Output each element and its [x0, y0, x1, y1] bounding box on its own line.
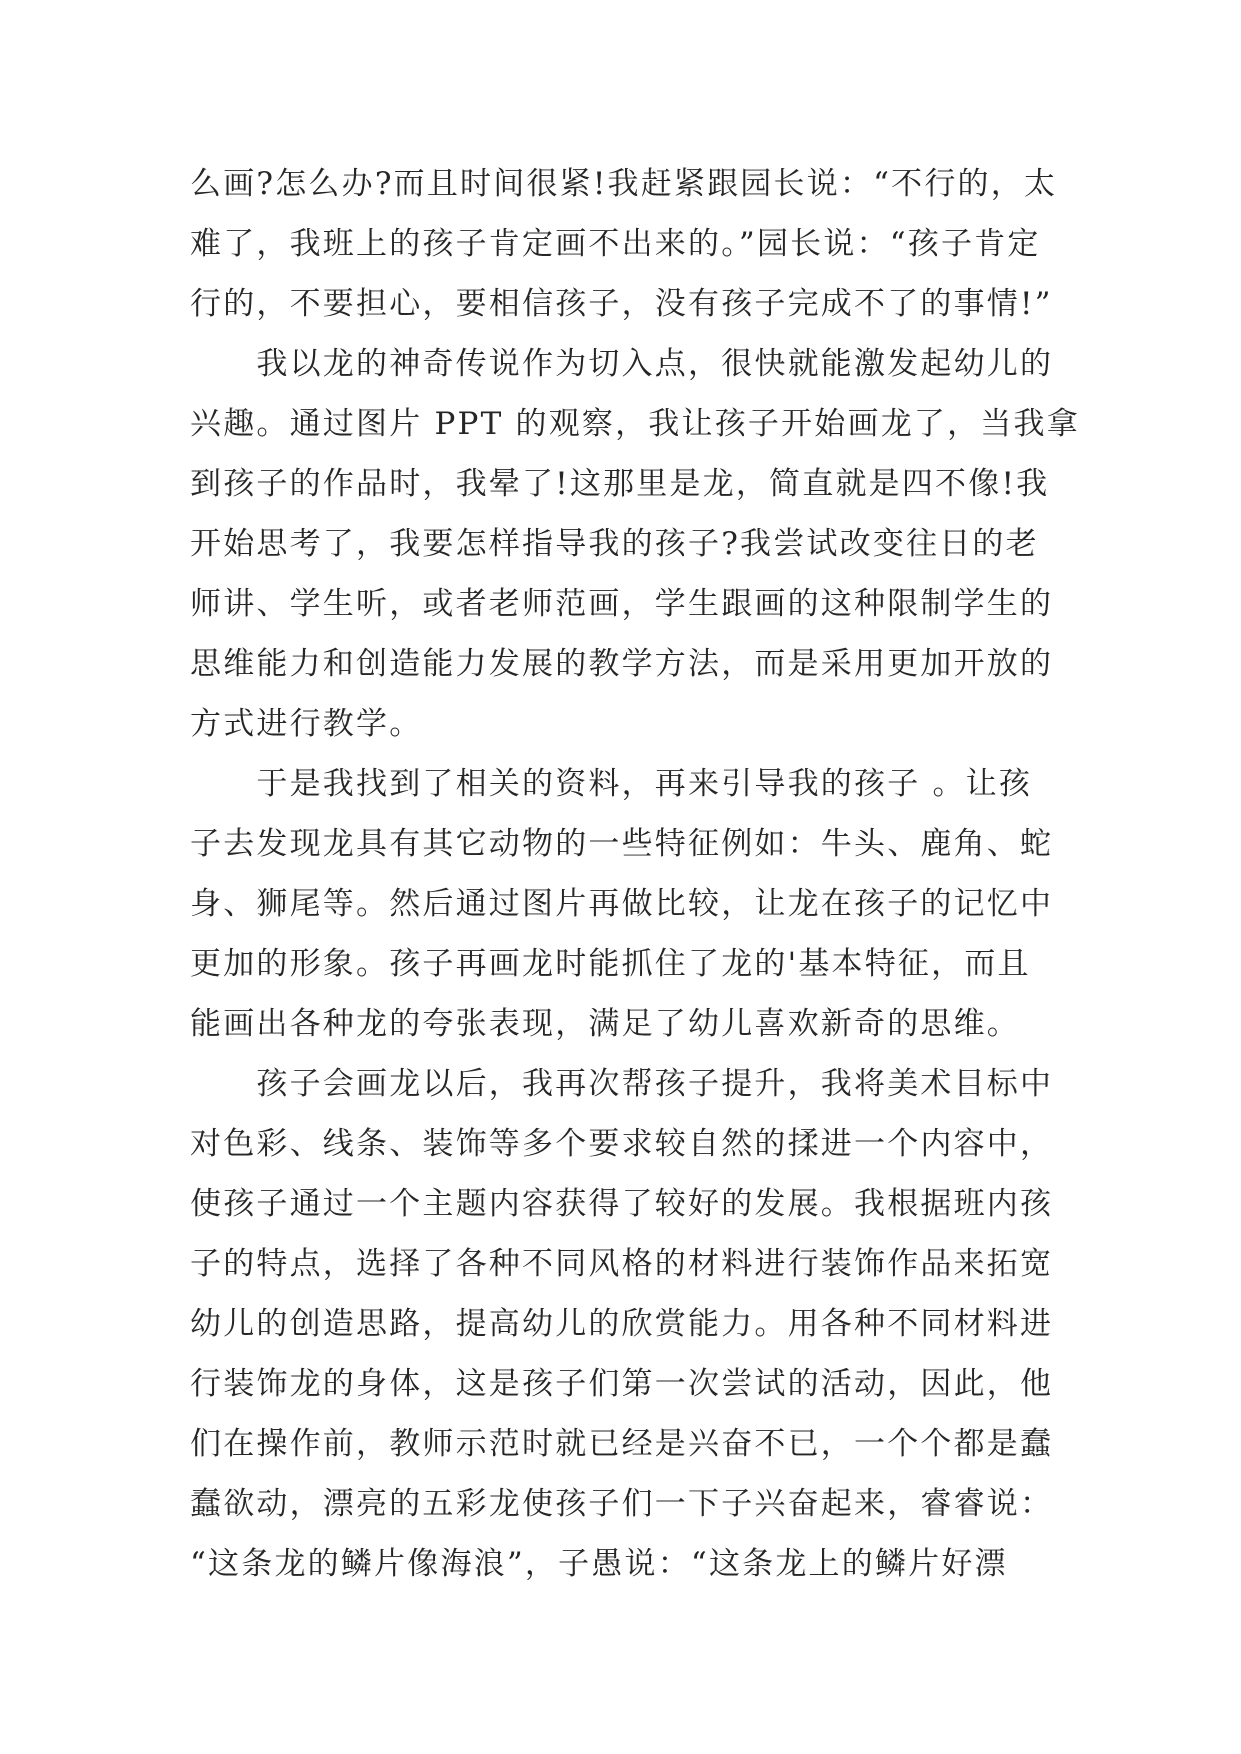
text-line: 开始思考了，我要怎样指导我的孩子?我尝试改变往日的老: [190, 526, 1039, 562]
text-line: 兴趣。通过图片 PPT 的观察，我让孩子开始画龙了，当我拿: [190, 406, 1080, 442]
text-line: 于是我找到了相关的资料，再来引导我的孩子 。让孩: [190, 766, 1033, 802]
text-line: 幼儿的创造思路，提高幼儿的欣赏能力。用各种不同材料进: [190, 1306, 1054, 1342]
text-line: 行装饰龙的身体，这是孩子们第一次尝试的活动，因此，他: [190, 1366, 1054, 1402]
text-line: 们在操作前，教师示范时就已经是兴奋不已，一个个都是蠢: [190, 1426, 1054, 1462]
text-line: 难了，我班上的孩子肯定画不出来的。”园长说：“孩子肯定: [190, 226, 1041, 262]
text-line: 对色彩、线条、装饰等多个要求较自然的揉进一个内容中，: [190, 1126, 1054, 1162]
text-line: 使孩子通过一个主题内容获得了较好的发展。我根据班内孩: [190, 1186, 1054, 1222]
text-line: 行的，不要担心，要相信孩子，没有孩子完成不了的事情!”: [190, 286, 1053, 322]
text-line: 方式进行教学。: [190, 706, 423, 742]
body-text: [190, 154, 1080, 1594]
text-line: 孩子会画龙以后，我再次帮孩子提升，我将美术目标中: [190, 1066, 1054, 1102]
text-line: 更加的形象。孩子再画龙时能抓住了龙的'基本特征，而且: [190, 946, 1031, 982]
text-line: 到孩子的作品时，我晕了!这那里是龙，简直就是四不像!我: [190, 466, 1050, 502]
text-line: 我以龙的神奇传说作为切入点，很快就能激发起幼儿的: [190, 346, 1054, 382]
text-line: 蠢欲动，漂亮的五彩龙使孩子们一下子兴奋起来，睿睿说：: [190, 1486, 1054, 1522]
text-line: 师讲、学生听，或者老师范画，学生跟画的这种限制学生的: [190, 586, 1054, 622]
text-line: 子去发现龙具有其它动物的一些特征例如：牛头、鹿角、蛇: [190, 826, 1054, 862]
text-line: 子的特点，选择了各种不同风格的材料进行装饰作品来拓宽: [190, 1246, 1054, 1282]
text-line: “这条龙的鳞片像海浪”，子愚说：“这条龙上的鳞片好漂: [190, 1546, 1008, 1582]
text-line: 能画出各种龙的夸张表现，满足了幼儿喜欢新奇的思维。: [190, 1006, 1020, 1042]
text-line: 思维能力和创造能力发展的教学方法，而是采用更加开放的: [190, 646, 1054, 682]
text-line: 么画?怎么办?而且时间很紧!我赶紧跟园长说：“不行的，太: [190, 166, 1058, 202]
text-line: 身、狮尾等。然后通过图片再做比较，让龙在孩子的记忆中: [190, 886, 1054, 922]
